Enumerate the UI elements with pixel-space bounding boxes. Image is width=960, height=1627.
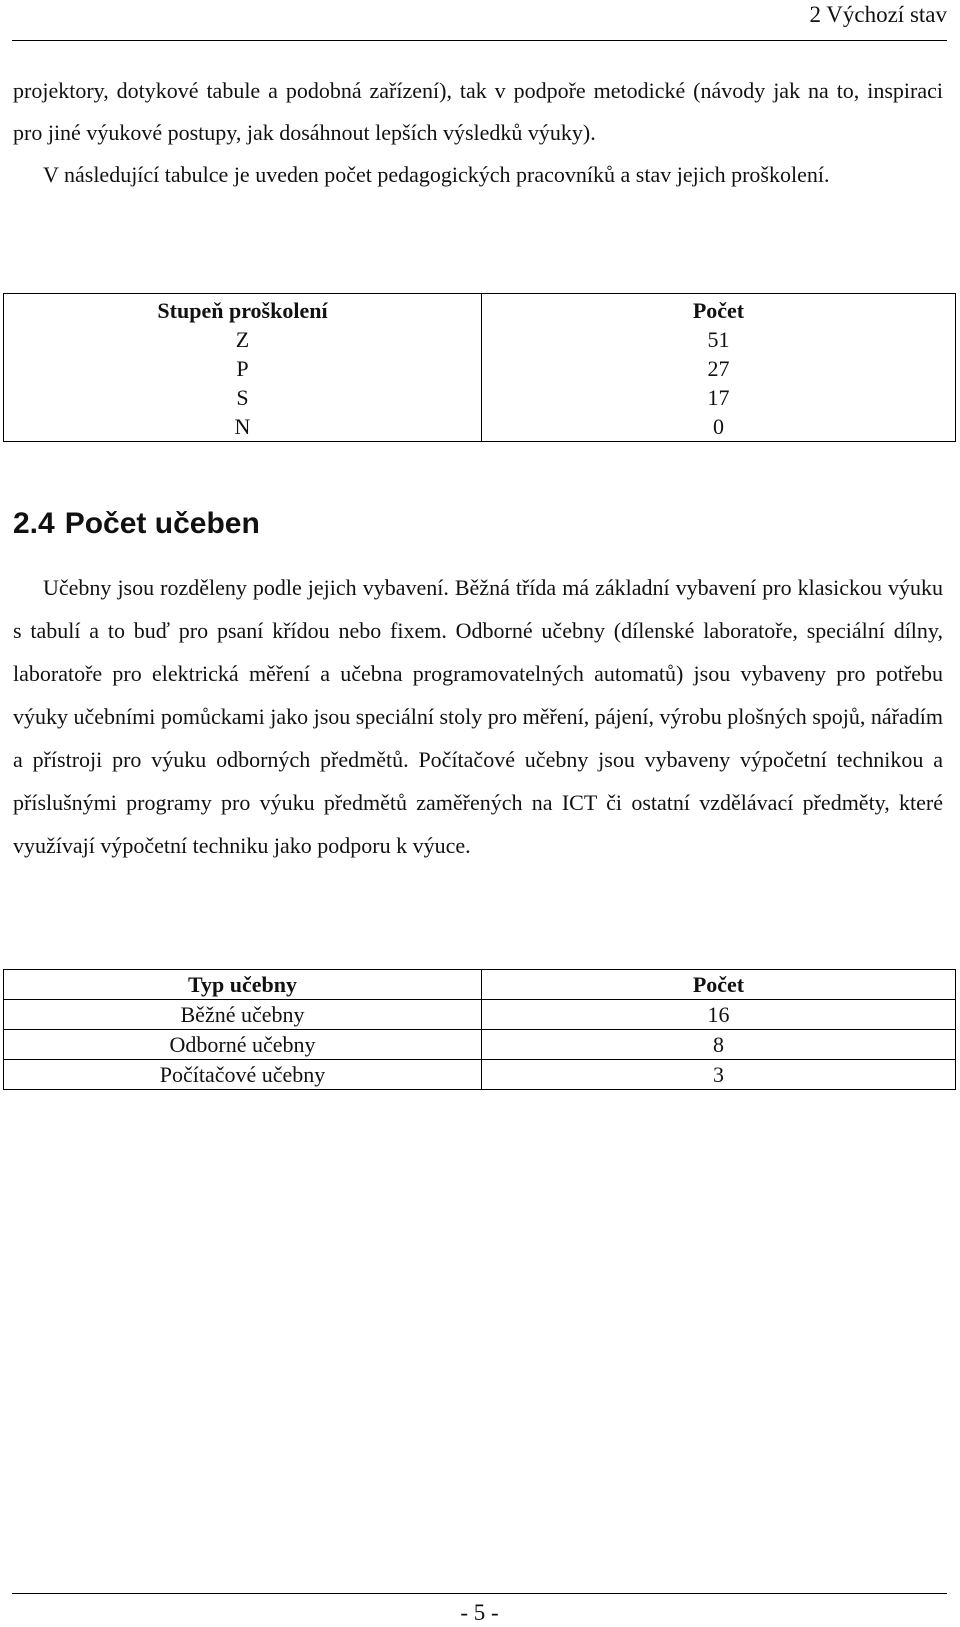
intro-text-1: projektory, dotykové tabule a podobná zařízení), tak v podpoře metodické (návody jak na to, inspiraci pro jiné výukové postupy, jak dosáhnout lepších výsledků výuky). xyxy=(13,78,943,145)
table-row xyxy=(4,1060,956,1090)
page-footer xyxy=(12,1593,947,1626)
training-level-cell: S xyxy=(4,383,482,412)
running-header xyxy=(12,0,947,41)
count-cell: 0 xyxy=(482,412,956,442)
table-row xyxy=(4,412,956,442)
count-cell: 27 xyxy=(482,354,956,383)
count-cell: 3 xyxy=(482,1060,956,1090)
table-header-row xyxy=(4,970,956,1000)
classrooms-table xyxy=(3,969,956,1090)
table-header-row xyxy=(4,294,956,326)
section-title: Počet učeben xyxy=(64,507,260,540)
training-level-cell: P xyxy=(4,354,482,383)
column-header-count: Počet xyxy=(482,970,956,1000)
classrooms-text: Učebny jsou rozděleny podle jejich vybavení. Běžná třída má základní vybavení pro klasickou výuku s tabulí a to buď pro psaní křídou nebo fixem. Odborné učebny (dílenské laboratoře, speciální dílny, laboratoře pro elektrická měření a učebna programovatelných automatů) jsou vybaveny pro potřebu výuky učebními pomůckami jako jsou speciální stoly pro měření, pájení, výrobu plošných spojů, nářadím a přístroji pro výuku odborných předmětů. Počítačové učebny jsou vybaveny výpočetní technikou a příslušnými programy pro výuku předmětů zaměřených na ICT či ostatní vzdělávací předměty, které využívají výpočetní techniku jako podporu k výuce. xyxy=(13,575,943,858)
running-title: 2 Výchozí stav xyxy=(809,2,947,27)
page-number: - 5 - xyxy=(460,1600,499,1625)
table-row xyxy=(4,325,956,354)
table-row xyxy=(4,1000,956,1030)
training-table xyxy=(3,293,956,442)
count-cell: 51 xyxy=(482,325,956,354)
table-row xyxy=(4,1030,956,1060)
column-header-count: Počet xyxy=(482,294,956,326)
intro-text-2: V následující tabulce je uveden počet pedagogických pracovníků a stav jejich proškolení. xyxy=(43,162,830,187)
section-number: 2.4 xyxy=(13,507,55,540)
training-level-cell: N xyxy=(4,412,482,442)
section-heading xyxy=(13,507,260,541)
room-type-cell: Počítačové učebny xyxy=(4,1060,482,1090)
table-row xyxy=(4,354,956,383)
column-header-training-level: Stupeň proškolení xyxy=(4,294,482,326)
count-cell: 17 xyxy=(482,383,956,412)
classrooms-paragraph xyxy=(13,566,943,867)
intro-paragraph xyxy=(13,70,943,196)
column-header-room-type: Typ učebny xyxy=(4,970,482,1000)
table-row xyxy=(4,383,956,412)
count-cell: 8 xyxy=(482,1030,956,1060)
count-cell: 16 xyxy=(482,1000,956,1030)
room-type-cell: Běžné učebny xyxy=(4,1000,482,1030)
room-type-cell: Odborné učebny xyxy=(4,1030,482,1060)
training-level-cell: Z xyxy=(4,325,482,354)
